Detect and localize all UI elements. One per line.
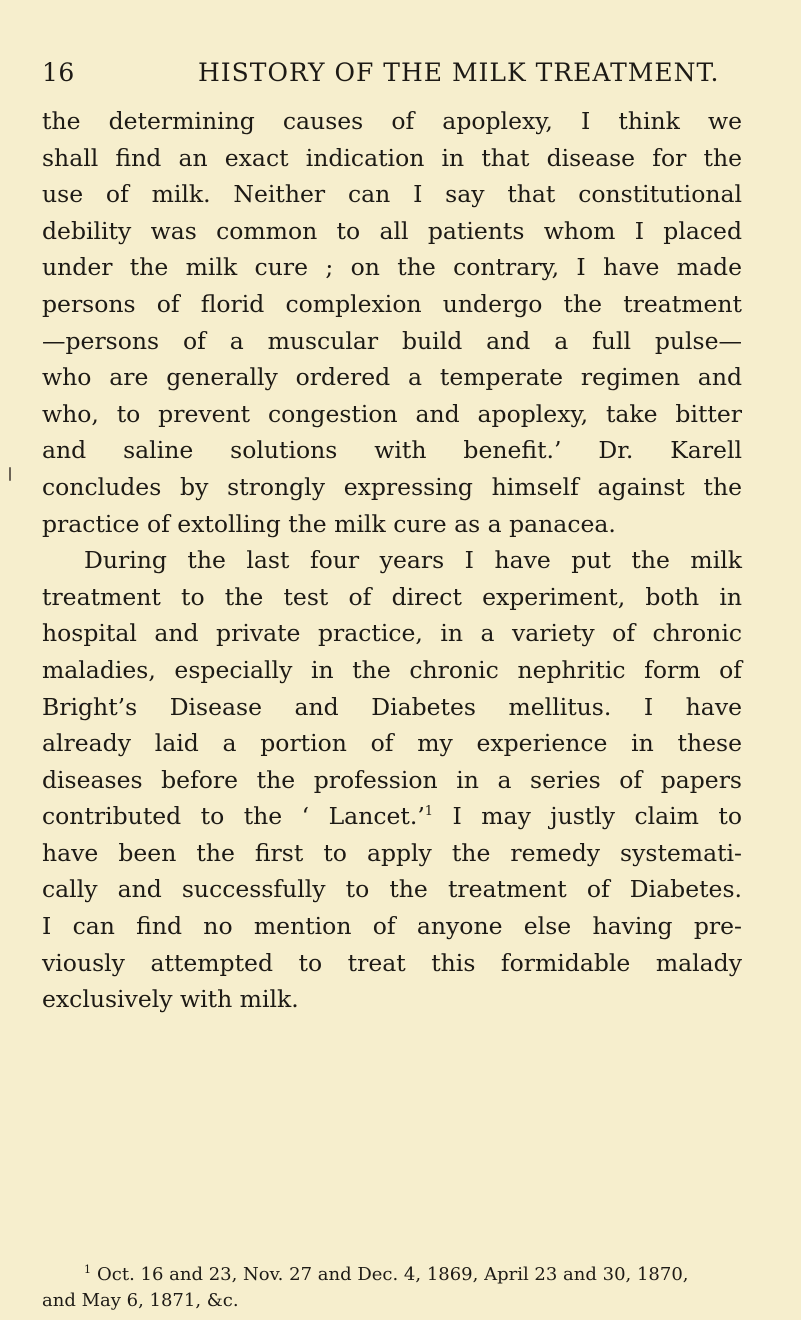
text-line: already laid a portion of my experience in these [42,729,742,758]
text-line: the determining causes of apoplexy, I think we [42,107,742,135]
text-line: viously attempted to treat this formidable malady [42,948,742,977]
text-line: maladies, especially in the chronic nephritic form of [42,655,742,684]
text-line: under the milk cure ; on the contrary, I have made [42,253,742,282]
text-line: cally and successfully to the treatment of Diabetes. [42,875,742,904]
text-line: have been the first to apply the remedy systemati- [42,838,742,867]
text-line-paragraph-start: During the last four years I have put the milk [84,546,742,575]
body-text [42,103,742,1018]
text-segment: I may justly claim to [433,802,743,831]
text-line: who, to prevent congestion and apoplexy, take bitter [42,399,742,428]
text-line: treatment to the test of direct experiment, both in [42,582,742,611]
text-line: —persons of a muscular build and a full pulse— [42,326,742,355]
text-line: practice of extolling the milk cure as a panacea. [42,509,616,538]
text-line-with-footnote-ref [42,798,742,835]
margin-mark [9,467,11,481]
text-segment: contributed to the ‘ Lancet.’ [42,802,425,831]
text-line: debility was common to all patients whom I placed [42,216,742,245]
text-line: use of milk. Neither can I say that constitutional [42,180,742,209]
text-line: concludes by strongly expressing himself against the [42,472,742,501]
footnote-text: Oct. 16 and 23, Nov. 27 and Dec. 4, 1869, April 23 and 30, 1870, [97,1264,689,1285]
footnote-reference: 1 [424,804,434,820]
text-line: persons of florid complexion undergo the treatment [42,289,742,318]
page-number: 16 [42,58,75,87]
footnote-mark: 1 [84,1263,91,1276]
text-line: Bright’s Disease and Diabetes mellitus. I have [42,692,742,721]
text-line: diseases before the profession in a series of papers [42,765,742,794]
running-head: HISTORY OF THE MILK TREATMENT. [198,58,720,87]
text-line: I can find no mention of anyone else having pre- [42,912,742,941]
text-line: exclusively with milk. [42,985,299,1014]
footnote-line: and May 6, 1871, &c. [42,1290,239,1311]
text-line: hospital and private practice, in a variety of chronic [42,619,742,648]
footnote-line [42,1262,742,1288]
page-header [42,58,742,94]
text-line: shall find an exact indication in that disease for the [42,143,742,172]
text-line: and saline solutions with benefit.’ Dr. Karell [42,436,742,465]
footnote [42,1262,742,1314]
text-line: who are generally ordered a temperate regimen and [42,363,742,392]
